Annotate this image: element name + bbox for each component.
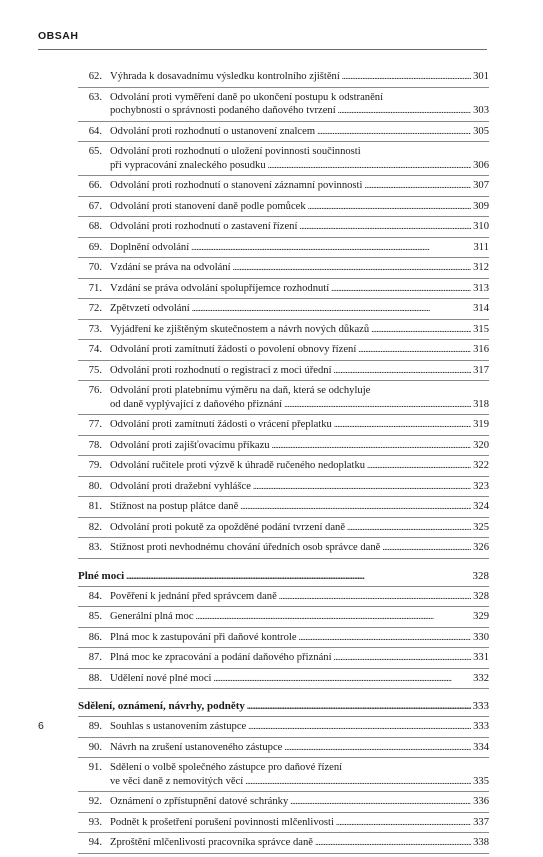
toc-entry[interactable] [78,761,489,792]
toc-section-page: 328 [472,569,489,582]
toc-entry-page: 316 [473,344,489,355]
toc-entry[interactable] [78,91,489,122]
toc-entry-title: Odvolání ručitele proti výzvě k úhradě ručeného nedoplatku [110,460,366,471]
dot-leader [126,569,470,583]
dot-leader [364,179,471,193]
toc-entry-page: 334 [473,741,489,753]
toc-entry-page: 328 [473,590,489,602]
toc-entry-title: Odvolání proti rozhodnutí o ustanovení znalcem [110,125,316,137]
dot-leader [334,651,472,665]
toc-entry[interactable] [78,816,489,834]
dot-leader [342,70,471,84]
toc-entry-page: 317 [473,364,489,376]
toc-entry-title: Odvolání proti pokutě za opožděné podání tvrzení daně [110,521,346,533]
dot-leader [334,364,472,378]
toc-entry-title: ve věci daně z nemovitých věcí [110,775,244,787]
toc-entry-number: 91. [88,762,102,773]
toc-entry[interactable] [78,200,489,218]
toc-entry-title: Odvolání proti zamítnutí žádosti o vrácení přeplatku [110,419,332,430]
toc-entry[interactable] [78,631,489,649]
dot-leader [191,241,471,255]
toc-entry-page: 311 [473,241,489,253]
toc-entry-page: 331 [473,652,489,663]
dot-leader [331,282,471,296]
toc-entry-number: 92. [88,796,102,807]
dot-leader [247,699,471,713]
dot-leader [253,480,471,494]
dot-leader [248,720,471,734]
toc-entry-title: Odvolání proti rozhodnutí o zastavení řízení [110,221,298,232]
toc-entry-number: 89. [88,721,102,732]
toc-entry-page: 307 [473,180,489,191]
dot-leader [299,631,472,645]
toc-entry-title: Vzdání se práva odvolání spolupříjemce rozhodnutí [110,282,330,294]
toc-entry-number: 82. [88,521,102,533]
toc-entry-number: 90. [88,741,102,753]
toc-entry-number: 80. [88,480,102,492]
toc-entry[interactable] [78,179,489,197]
header-rule [38,49,487,50]
toc-entry-number: 69. [88,241,102,253]
toc-entry-number: 73. [88,323,102,335]
toc-entry-number: 81. [88,501,102,512]
toc-entry-title: Plná moc k zastupování při daňové kontrole [110,631,297,643]
toc-entry-number: 65. [88,146,102,157]
dot-leader [334,418,471,432]
toc-entry[interactable] [78,282,489,300]
toc-entry-number: 84. [88,590,102,602]
toc-entry-title: při vypracování znaleckého posudku [110,159,266,171]
toc-entry-number: 66. [88,180,102,191]
dot-leader [317,125,471,139]
toc-entry-page: 315 [473,323,489,335]
toc-entry-page: 319 [473,419,489,430]
dot-leader [336,816,471,830]
toc-entry[interactable] [78,836,489,854]
toc-entry-title: Stížnost proti nevhodnému chování úředních osob správce daně [110,542,381,553]
toc-section-heading[interactable] [78,569,489,587]
toc-entry-title: Odvolání proti zamítnutí žádosti o povolení obnovy řízení [110,344,357,355]
toc-entry-number: 85. [88,611,102,622]
toc-entry-page: 318 [473,398,489,410]
toc-entry-page: 309 [473,200,489,212]
toc-entry-title: Plná moc ke zpracování a podání daňového přiznání [110,652,332,663]
dot-leader [338,104,471,118]
dot-leader [290,795,471,809]
dot-leader [196,610,472,624]
toc-entry-number: 93. [88,816,102,828]
toc-entry-title: Pověření k jednání před správcem daně [110,590,277,602]
toc-entry-page: 301 [473,71,489,82]
toc-entry-title: Návrh na zrušení ustanoveného zástupce [110,741,283,753]
toc-entry-page: 333 [473,721,489,732]
toc-entry-title: Odvolání proti rozhodnutí o uložení povinnosti součinnosti [110,146,361,157]
page-number: 6 [38,720,44,732]
dot-leader [308,200,471,214]
toc-entry-title: Doplnění odvolání [110,241,190,253]
dot-leader [315,836,471,850]
dot-leader [279,590,471,604]
toc-entry-page: 324 [473,501,489,512]
toc-entry-page: 329 [473,611,489,622]
toc-entry-page: 325 [473,521,489,533]
toc-entry-page: 337 [473,816,489,828]
toc-entry-number: 71. [88,282,102,294]
toc-entry-number: 67. [88,200,102,212]
toc-entry-number: 63. [88,91,102,103]
dot-leader [284,398,471,412]
toc-entry-number: 83. [88,542,102,553]
toc-entry-title: od daně vyplývající z daňového přiznání [110,398,283,410]
dot-leader [358,343,471,357]
toc-entry[interactable] [78,220,489,238]
toc-entry-number: 74. [88,344,102,355]
toc-entry-title: Generální plná moc [110,611,194,622]
toc-entry-page: 338 [473,837,489,848]
toc-entry-page: 314 [473,303,489,314]
toc-entry-title: Zpětvzetí odvolání [110,303,190,314]
dot-leader [233,261,472,275]
toc-entry-page: 312 [473,262,489,273]
dot-leader [382,541,471,555]
toc-entry[interactable] [78,145,489,176]
toc-entry-page: 335 [473,775,489,787]
toc-entry-number: 76. [88,385,102,396]
toc-entry[interactable] [78,459,489,477]
toc-entry-number: 64. [88,125,102,137]
dot-leader [192,302,471,316]
toc-entry-number: 78. [88,439,102,451]
dot-leader [245,775,471,789]
toc-entry[interactable] [78,521,489,539]
toc-entry[interactable] [78,302,489,320]
toc-entry-number: 87. [88,652,102,663]
toc-entry-number: 70. [88,262,102,273]
toc-entry-page: 323 [473,480,489,492]
toc-entry[interactable] [78,500,489,518]
dot-leader [371,323,471,337]
toc-entry[interactable] [78,261,489,279]
dot-leader [214,672,472,686]
toc-entry-title: Odvolání proti vyměření daně po ukončení postupu k odstranění [110,91,384,103]
toc-entry[interactable] [78,741,489,759]
toc-entry[interactable] [78,364,489,382]
toc-entry-number: 88. [88,672,102,684]
toc-entry[interactable] [78,70,489,88]
toc-entry-title: pochybností o správnosti podaného daňového tvrzení [110,105,336,116]
toc-entry-page: 310 [473,221,489,232]
toc-entry[interactable] [78,590,489,608]
toc-entry-title: Sdělení o volbě společného zástupce pro daňové řízení [110,762,343,773]
toc-entry-page: 303 [473,105,489,116]
toc-entry-title: Zproštění mlčenlivosti pracovníka správce daně [110,837,313,848]
toc-entry-page: 326 [473,542,489,553]
toc-entry-title: Odvolání proti rozhodnutí o registraci z moci úřední [110,364,332,376]
dot-leader [240,500,471,514]
toc-entry-title: Odvolání proti rozhodnutí o stanovení záznamní povinnosti [110,180,363,191]
toc-entry-title: Vyjádření ke zjištěným skutečnostem a návrh nových důkazů [110,323,370,335]
toc-entry-title: Udělení nové plné moci [110,672,212,684]
toc-entry[interactable] [78,439,489,457]
toc-entry-title: Stížnost na postup plátce daně [110,501,239,512]
toc-section-heading[interactable] [78,699,489,717]
toc-entry-number: 75. [88,364,102,376]
toc-entry-page: 306 [473,159,489,171]
toc-entry[interactable] [78,343,489,361]
toc-entry[interactable] [78,541,489,559]
toc-entry[interactable] [78,610,489,628]
toc-entry[interactable] [78,795,489,813]
toc-entry[interactable] [78,323,489,341]
dot-leader [299,220,471,234]
toc-entry-title: Odvolání proti dražební vyhlášce [110,480,251,492]
dot-leader [367,459,471,473]
running-header: OBSAH [38,30,79,42]
toc-entry[interactable] [78,384,489,415]
toc-entry-number: 77. [88,419,102,430]
dot-leader [347,521,471,535]
toc-entry-number: 68. [88,221,102,232]
toc-entry-number: 86. [88,631,102,643]
toc-entry[interactable] [78,125,489,143]
toc-entry[interactable] [78,418,489,436]
toc-entry-title: Odvolání proti zajišťovacímu příkazu [110,439,270,451]
toc-entry[interactable] [78,480,489,498]
toc-entry-page: 322 [473,460,489,471]
toc-entry[interactable] [78,720,489,738]
toc-entry-page: 313 [473,282,489,294]
toc-entry-page: 320 [473,439,489,451]
toc-entry-title: Souhlas s ustanovením zástupce [110,721,247,732]
dot-leader [268,159,471,173]
toc-entry[interactable] [78,672,489,690]
toc-entry[interactable] [78,651,489,669]
toc-entry-number: 62. [88,71,102,82]
toc-entry-number: 94. [88,837,102,848]
dot-leader [284,741,471,755]
toc-entry-page: 305 [473,125,489,137]
toc-entry-title: Oznámení o zpřístupnění datové schránky [110,796,289,807]
toc-entry[interactable] [78,241,489,259]
toc-entry-page: 336 [473,796,489,807]
toc-entry-page: 330 [473,631,489,643]
dot-leader [272,439,472,453]
toc-section-page: 333 [472,700,489,712]
toc-entry-title: Odvolání proti platebnímu výměru na daň, která se odchyluje [110,385,371,396]
table-of-contents [78,70,489,857]
toc-entry-page: 332 [473,672,489,684]
toc-entry-title: Odvolání proti stanovení daně podle pomůcek [110,200,306,212]
toc-entry-title: Výhrada k dosavadnímu výsledku kontrolního zjištění [110,71,340,82]
toc-entry-title: Podnět k prošetření porušení povinnosti mlčenlivosti [110,816,334,828]
toc-entry-title: Vzdání se práva na odvolání [110,262,231,273]
toc-section-title: Plné moci [78,569,125,582]
toc-entry-number: 79. [88,460,102,471]
toc-section-title: Sdělení, oznámení, návrhy, podněty [78,700,245,712]
toc-entry-number: 72. [88,303,102,314]
